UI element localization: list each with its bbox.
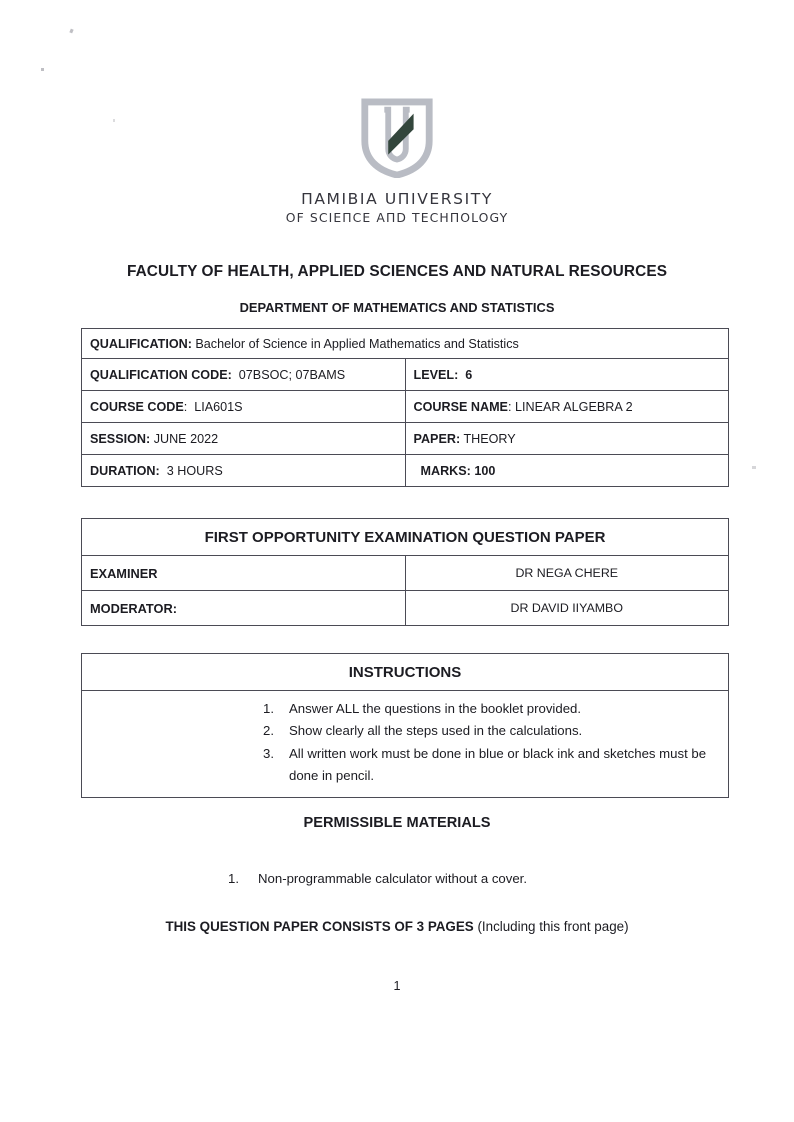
duration-label: DURATION: xyxy=(90,463,160,478)
session-label: SESSION: xyxy=(90,431,151,446)
exam-paper-title: FIRST OPPORTUNITY EXAMINATION QUESTION PAPER xyxy=(82,519,729,556)
qualification-code-value: 07BSOC; 07BAMS xyxy=(238,367,346,382)
table-row xyxy=(82,691,729,798)
course-code-label: COURSE CODE xyxy=(90,399,184,414)
course-code-value: LIA601S xyxy=(194,399,243,414)
table-row xyxy=(82,359,729,391)
duration-value: 3 HOURS xyxy=(166,463,223,478)
marks-cell xyxy=(405,455,729,487)
level-label: LEVEL: xyxy=(413,367,459,382)
table-row xyxy=(82,591,729,626)
level-cell xyxy=(405,359,729,391)
level-value: 6 xyxy=(465,367,473,382)
examiner-label: EXAMINER xyxy=(82,556,406,591)
qualification-code-label: QUALIFICATION CODE: xyxy=(90,367,232,382)
scan-speckle xyxy=(41,68,44,71)
moderator-label: MODERATOR: xyxy=(82,591,406,626)
course-code-cell xyxy=(82,391,406,423)
qualification-code-cell xyxy=(82,359,406,391)
permissible-materials-heading: PERMISSIBLE MATERIALS xyxy=(303,815,491,831)
list-item: Non-programmable calculator without a cover. xyxy=(258,871,528,886)
session-cell xyxy=(82,423,406,455)
table-row xyxy=(82,423,729,455)
duration-cell xyxy=(82,455,406,487)
table-row xyxy=(82,455,729,487)
examiner-name: DR NEGA CHERE xyxy=(405,556,729,591)
page-number: 1 xyxy=(393,979,401,993)
table-row xyxy=(82,654,729,691)
department-heading: DEPARTMENT OF MATHEMATICS AND STATISTICS xyxy=(239,300,555,315)
instructions-title: INSTRUCTIONS xyxy=(82,654,729,691)
permissible-materials-list xyxy=(228,869,728,889)
paper-label: PAPER: xyxy=(413,431,461,446)
qualification-value: Bachelor of Science in Applied Mathematics and Statistics xyxy=(195,336,519,351)
instructions-list xyxy=(90,698,720,787)
exam-paper-table xyxy=(81,518,729,626)
university-name-line1: ΠAMIBIA UΠIVERSITY xyxy=(301,190,493,208)
qualification-label: QUALIFICATION: xyxy=(90,336,192,351)
university-logo-block xyxy=(0,98,794,227)
course-code-separator: : xyxy=(183,399,188,414)
session-value: JUNE 2022 xyxy=(153,431,219,446)
nust-shield-logo xyxy=(358,98,436,178)
scan-speckle xyxy=(69,29,73,34)
table-row xyxy=(82,556,729,591)
table-row xyxy=(82,329,729,359)
list-item: Show clearly all the steps used in the calculations. xyxy=(289,723,583,739)
table-row xyxy=(82,391,729,423)
course-name-value: LINEAR ALGEBRA 2 xyxy=(514,399,633,414)
university-wordmark xyxy=(0,190,794,227)
list-item: Answer ALL the questions in the booklet provided. xyxy=(289,701,582,716)
table-row xyxy=(82,519,729,556)
moderator-name: DR DAVID IIYAMBO xyxy=(405,591,729,626)
pages-note-strong: THIS QUESTION PAPER CONSISTS OF 3 PAGES xyxy=(165,919,474,934)
course-name-separator: : xyxy=(507,399,512,414)
marks-label: MARKS: 100 xyxy=(420,463,496,478)
pages-note xyxy=(0,919,794,934)
scan-speckle xyxy=(752,466,756,469)
paper-cell xyxy=(405,423,729,455)
course-name-label: COURSE NAME xyxy=(413,399,508,414)
pages-note-rest: (Including this front page) xyxy=(473,919,629,934)
qualification-table xyxy=(81,328,729,487)
university-name-line2: OF SCIEΠCE AΠD TECHΠOLOGY xyxy=(285,210,509,226)
instructions-body xyxy=(82,691,729,798)
list-item: All written work must be done in blue or black ink and sketches must be done in pencil. xyxy=(289,745,707,783)
qualification-cell xyxy=(82,329,729,359)
faculty-heading: FACULTY OF HEALTH, APPLIED SCIENCES AND NATURAL RESOURCES xyxy=(126,263,668,280)
course-name-cell xyxy=(405,391,729,423)
paper-value: THEORY xyxy=(463,431,516,446)
instructions-table xyxy=(81,653,729,798)
